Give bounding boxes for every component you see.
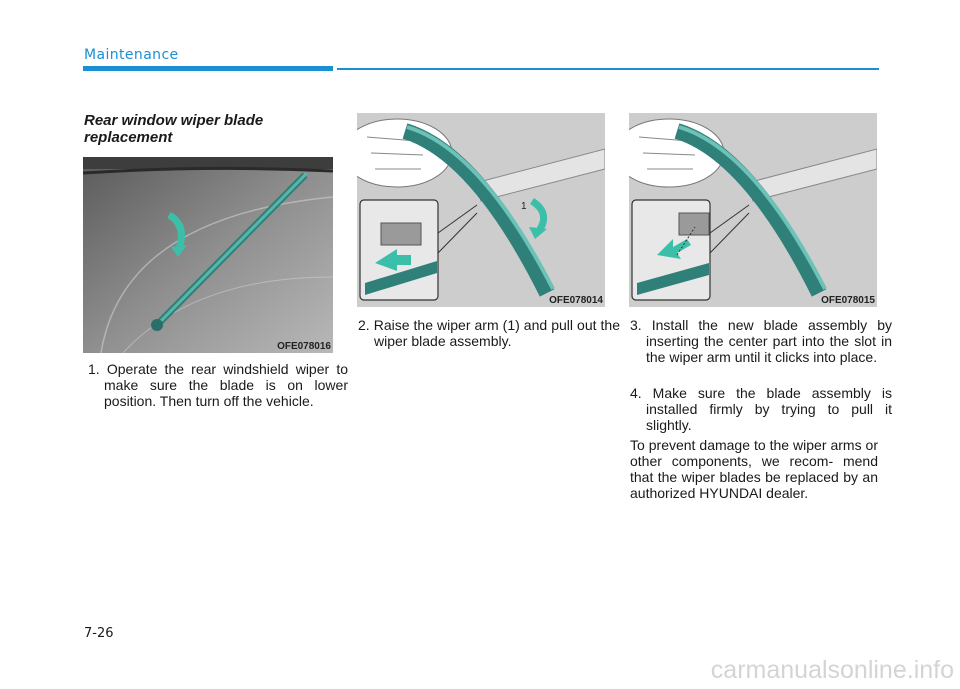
header-rule-thick: [83, 66, 333, 71]
figure-rear-wiper: [83, 157, 333, 353]
figure-rear-wiper-illustration: [83, 157, 333, 353]
step-1: 1. Operate the rear windshield wiper to make sure the blade is on lower position. Then turn off the vehicle.: [88, 361, 348, 409]
note-paragraph: To prevent damage to the wiper arms or other components, we recom- mend that the wiper blades be replaced by an authorized HYUNDAI dealer.: [630, 437, 878, 501]
figure-code: OFE078014: [549, 295, 603, 306]
step-4: 4. Make sure the blade assembly is installed firmly by trying to pull it slightly.: [630, 385, 892, 433]
step-2: 2. Raise the wiper arm (1) and pull out the wiper blade assembly.: [358, 317, 620, 349]
figure-raise-arm-illustration: [357, 113, 605, 307]
watermark: carmanualsonline.info: [710, 656, 954, 684]
section-title: Maintenance: [84, 47, 179, 63]
figure-install-blade-illustration: [629, 113, 877, 307]
figure-raise-arm: [357, 113, 605, 307]
figure-code: OFE078016: [277, 341, 331, 352]
section-heading: Rear window wiper blade replacement: [84, 112, 264, 146]
figure-install-blade: [629, 113, 877, 307]
callout-number: 1: [521, 201, 527, 212]
step-3: 3. Install the new blade assembly by inserting the center part into the slot in the wiper arm until it clicks into place.: [630, 317, 892, 365]
figure-code: OFE078015: [821, 295, 875, 306]
header-rule-thin: [337, 68, 879, 70]
page-number: 7-26: [84, 626, 114, 641]
